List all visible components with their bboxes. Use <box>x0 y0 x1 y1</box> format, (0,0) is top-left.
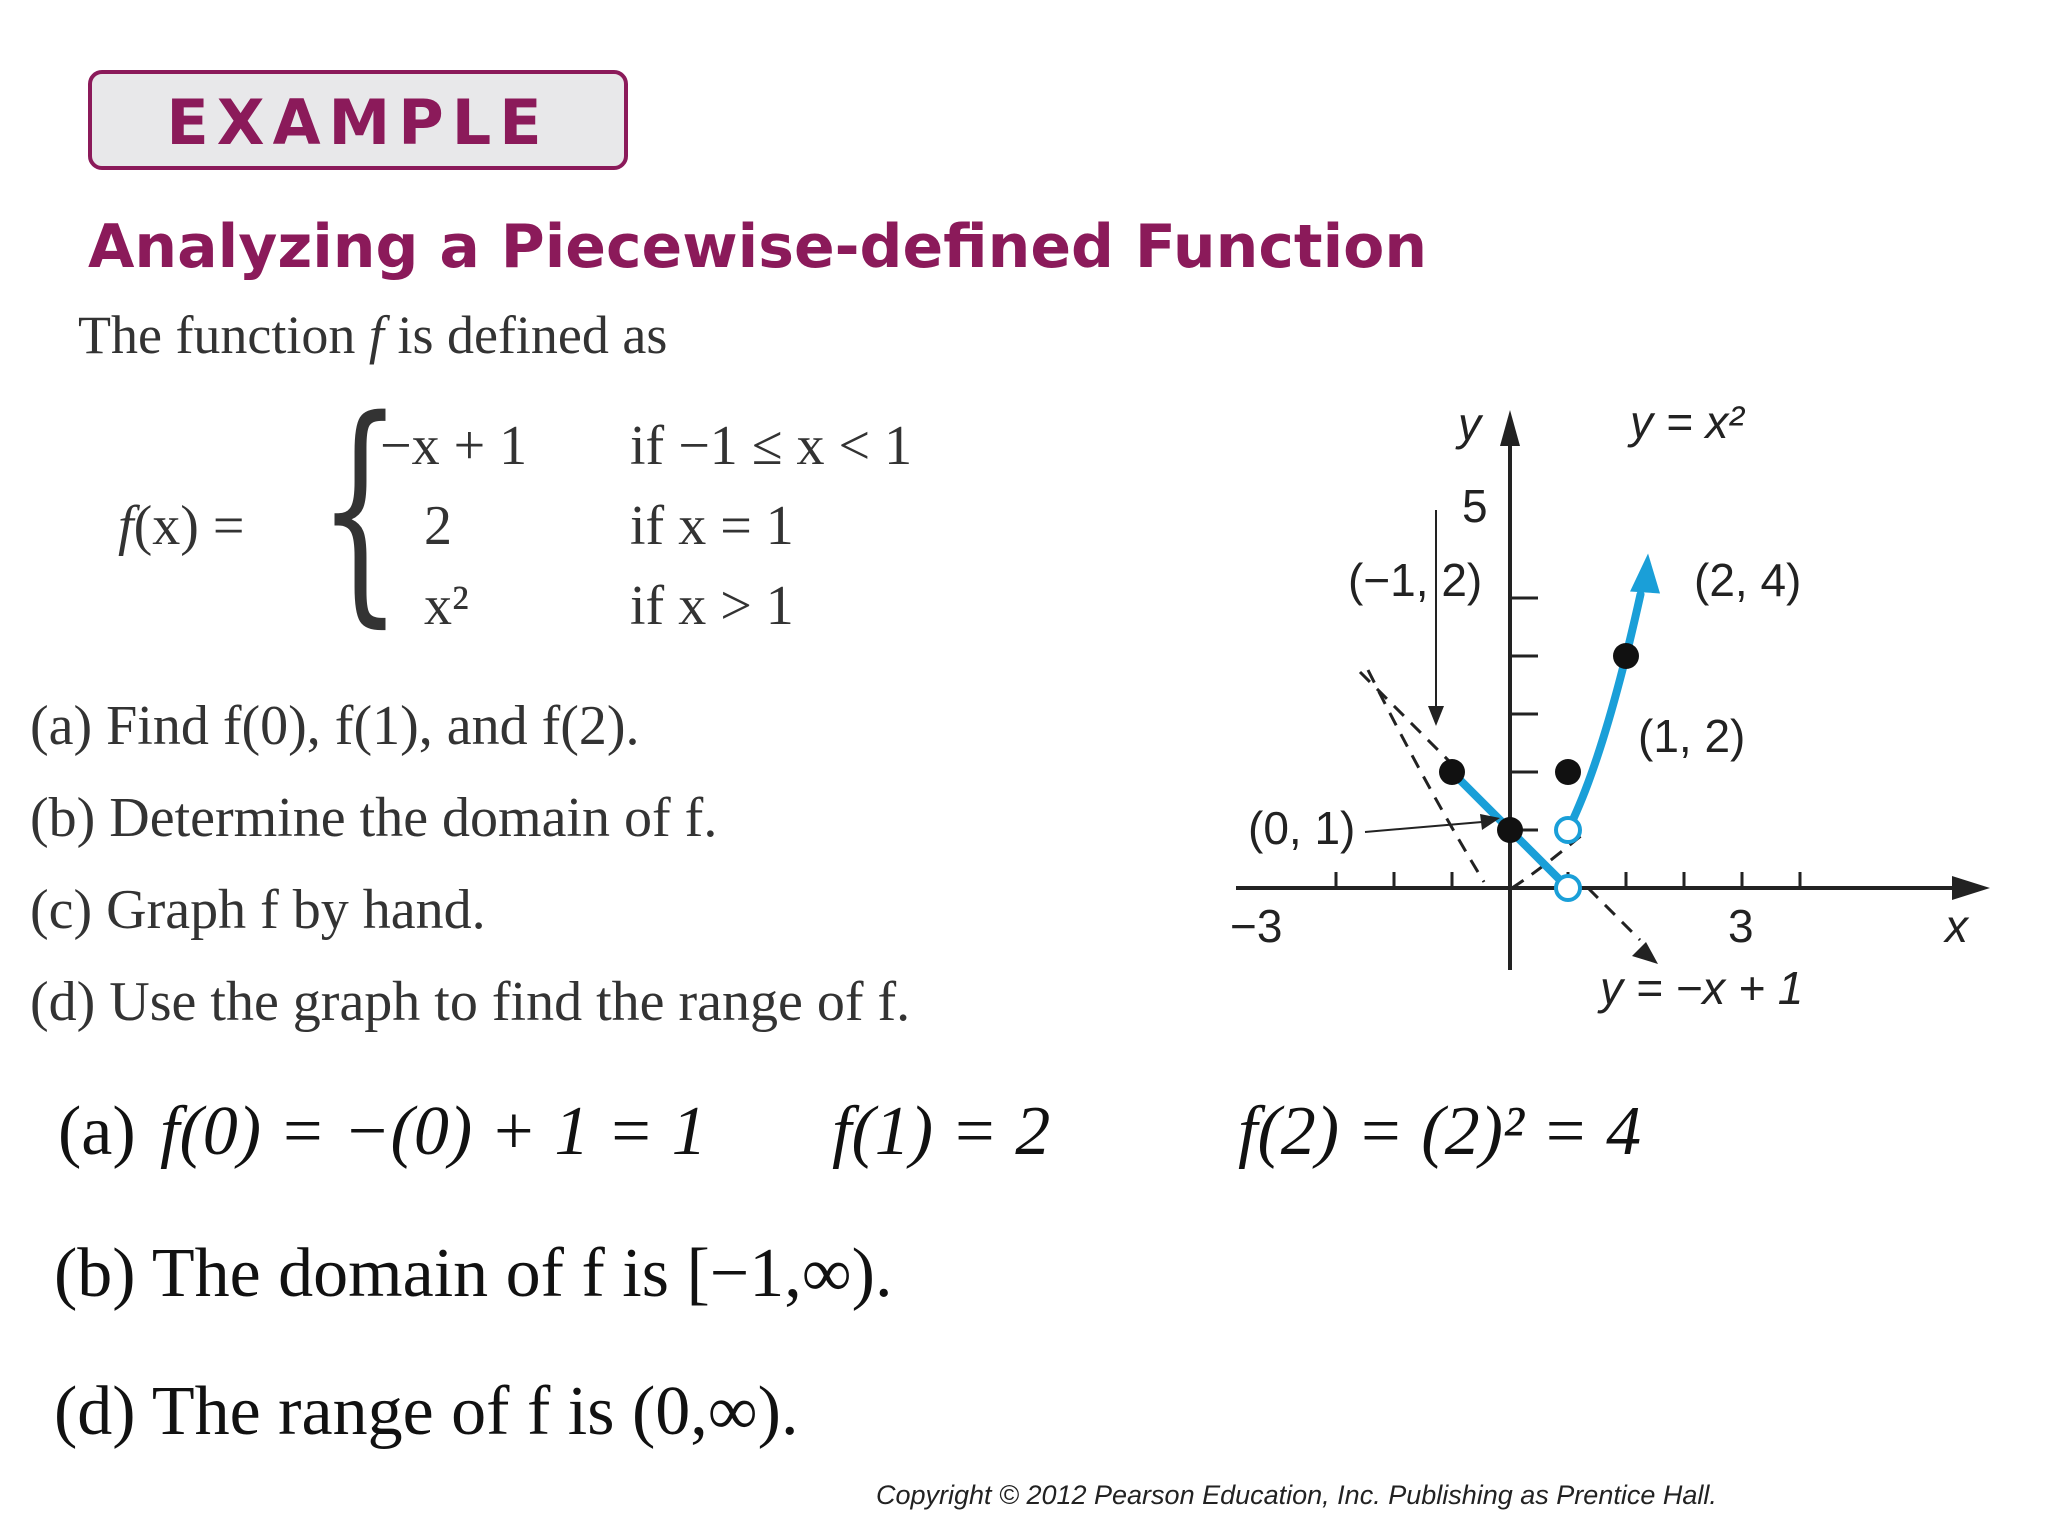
piecewise-graph <box>1200 370 2000 1030</box>
case-cond-3: if x > 1 <box>630 575 794 637</box>
closed-point-3 <box>1613 643 1639 669</box>
x-tick-neg3: −3 <box>1230 900 1283 952</box>
case-cond-2: if x = 1 <box>630 495 794 557</box>
lhs-func: f <box>118 495 134 557</box>
point-label-0-1: (0, 1) <box>1248 802 1356 854</box>
y-axis-label: y <box>1458 398 1481 450</box>
dashed-parabola-left <box>1368 670 1484 882</box>
question-b: (b) Determine the domain of f. <box>30 787 718 849</box>
point-label-1-2: (1, 2) <box>1638 710 1746 762</box>
page-title: Analyzing a Piecewise-defined Function <box>88 212 1428 282</box>
line-arrow <box>1632 942 1658 964</box>
answer-d: (d) The range of f is (0,∞). <box>54 1373 799 1450</box>
leader-0-1 <box>1365 822 1482 832</box>
answer-a-f1: f(1) = 2 <box>832 1093 1051 1170</box>
piecewise-brace: { <box>318 368 402 648</box>
case-cond-1: if −1 ≤ x < 1 <box>630 415 913 477</box>
case-expr-2: 2 <box>424 495 452 557</box>
question-d: (d) Use the graph to find the range of f. <box>30 971 911 1033</box>
intro-var: f <box>368 305 384 365</box>
closed-point-1 <box>1497 817 1523 843</box>
function-lhs <box>118 494 244 558</box>
lhs-eq: = <box>198 495 245 557</box>
closed-point-2 <box>1555 759 1581 785</box>
open-point-1 <box>1556 818 1580 842</box>
case-expr-1: −x + 1 <box>380 415 528 477</box>
leader-arrow-1 <box>1428 706 1444 726</box>
open-point-0 <box>1556 876 1580 900</box>
point-label-neg1-2: (−1, 2) <box>1348 554 1483 606</box>
point-label-2-4: (2, 4) <box>1694 554 1802 606</box>
answer-b: (b) The domain of f is [−1,∞). <box>54 1235 893 1312</box>
answer-a-f0: f(0) = −(0) + 1 = 1 <box>160 1093 707 1170</box>
lhs-arg: (x) <box>133 495 199 557</box>
question-c: (c) Graph f by hand. <box>30 879 486 941</box>
parabola-segment <box>1568 594 1641 830</box>
answer-a-label: (a) <box>58 1093 136 1170</box>
y-tick-5: 5 <box>1462 480 1488 532</box>
badge-label: EXAMPLE <box>166 86 550 159</box>
x-tick-3: 3 <box>1728 900 1754 952</box>
intro-text <box>78 304 667 366</box>
example-badge <box>88 70 628 170</box>
x-axis-label: x <box>1945 900 1968 952</box>
y-axis-arrow <box>1500 410 1520 446</box>
answer-a-f2: f(2) = (2)² = 4 <box>1238 1093 1642 1170</box>
copyright-text: Copyright © 2012 Pearson Education, Inc. Publishing as Prentice Hall. <box>876 1480 1717 1510</box>
closed-point-0 <box>1439 759 1465 785</box>
intro-post: is defined as <box>383 305 668 365</box>
line-label: y = −x + 1 <box>1600 962 1804 1014</box>
case-expr-3: x² <box>424 575 469 637</box>
x-axis-arrow <box>1952 876 1990 900</box>
intro-pre: The function <box>78 305 369 365</box>
parabola-arrow <box>1630 553 1660 593</box>
parabola-label: y = x² <box>1630 396 1744 448</box>
question-a: (a) Find f(0), f(1), and f(2). <box>30 695 640 757</box>
dashed-line-right <box>1588 888 1640 940</box>
